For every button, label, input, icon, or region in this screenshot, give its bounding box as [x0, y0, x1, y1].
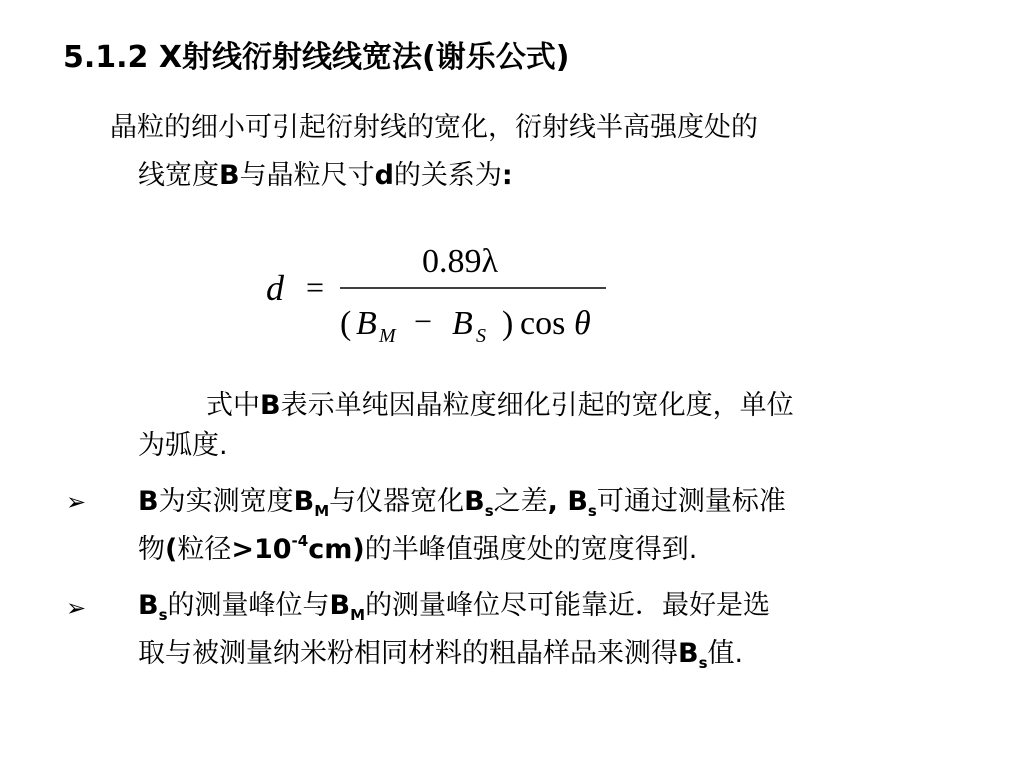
- b1-text-c: 之差: [493, 486, 548, 517]
- b1-b: B: [138, 486, 159, 517]
- formula-theta: θ: [574, 305, 591, 342]
- b1-text-b: 与仪器宽化: [329, 486, 465, 517]
- formula-bm: B: [356, 305, 377, 342]
- formula-close-paren: ): [502, 305, 514, 342]
- b1-text-a: 为实测宽度: [158, 486, 294, 517]
- b1-bm: B: [293, 486, 315, 517]
- b2-bm: B: [329, 590, 351, 621]
- intro-line-2: [138, 152, 513, 200]
- formula-bs-sub: S: [476, 325, 486, 347]
- bullet-1-line-1: [138, 478, 786, 526]
- b1-bs: B: [464, 486, 485, 517]
- formula-cos: cos: [520, 305, 566, 342]
- bullet-1-marker-icon: ➢: [66, 488, 87, 516]
- formula-svg: [262, 232, 622, 352]
- scherrer-formula: [262, 232, 622, 352]
- formula-bs: B: [452, 305, 473, 342]
- formula-open-paren: (: [340, 305, 352, 342]
- b2-text-a: 的测量峰位与: [167, 590, 330, 621]
- b1-bs-sub: s: [484, 502, 494, 520]
- b1-paren: (: [165, 534, 178, 565]
- intro-text-2e: 的关系为: [393, 160, 502, 191]
- b2-bs2-sub: s: [698, 654, 708, 672]
- formula-lhs-d: d: [266, 268, 284, 308]
- explain-b-symbol: B: [260, 390, 281, 421]
- formula-minus: −: [414, 303, 433, 339]
- b2-bs2: B: [678, 638, 699, 669]
- b2-bm-sub: M: [350, 606, 366, 624]
- b1-unit: cm): [308, 534, 365, 565]
- b1-bm-sub: M: [314, 502, 330, 520]
- explain-text-1a: 式中: [206, 390, 260, 421]
- b1-text-d: 可通过测量标准: [596, 486, 786, 517]
- formula-equals: =: [306, 269, 325, 305]
- bullet-1-line-2: [138, 526, 697, 574]
- b2-bs-sub: s: [158, 606, 168, 624]
- intro-d-symbol: d: [374, 160, 394, 191]
- intro-text-1: 晶粒的细小可引起衍射线的宽化，衍射线半高强度处的: [110, 112, 758, 143]
- intro-text-2a: 线宽度: [138, 160, 219, 191]
- b2-bs: B: [138, 590, 159, 621]
- b1-text-f: 粒径: [177, 534, 232, 565]
- b2-text-c: 取与被测量纳米粉相同材料的粗晶样品来测得: [138, 638, 678, 669]
- formula-numerator: 0.89λ: [422, 243, 498, 280]
- b2-text-b: 的测量峰位尽可能靠近．最好是选: [365, 590, 771, 621]
- b1-bs2-sub: s: [587, 502, 597, 520]
- b1-text-g: 的半峰值强度处的宽度得到.: [364, 534, 698, 565]
- bullet-2-marker-icon: ➢: [66, 594, 87, 622]
- explain-text-1c: 表示单纯因晶粒度细化引起的宽化度，单位: [280, 390, 794, 421]
- formula-bm-sub: M: [379, 325, 396, 347]
- b1-text-e: 物: [138, 534, 165, 565]
- b1-exp: -4: [291, 532, 309, 550]
- intro-text-2c: 与晶粒尺寸: [239, 160, 375, 191]
- explain-line-1: [206, 382, 794, 430]
- b1-bs2: , B: [547, 486, 588, 517]
- intro-b-symbol: B: [219, 160, 240, 191]
- intro-line-1: [110, 104, 758, 152]
- bullet-2-line-2: [138, 630, 743, 678]
- explain-text-2: 为弧度.: [138, 430, 228, 461]
- bullet-2-line-1: [138, 582, 770, 630]
- explain-line-2: [138, 422, 228, 470]
- intro-colon: :: [501, 160, 513, 191]
- b2-text-d: 值.: [707, 638, 744, 669]
- slide-title: 5.1.2 X射线衍射线线宽法(谢乐公式): [63, 40, 570, 75]
- b1-size: >10: [231, 534, 292, 565]
